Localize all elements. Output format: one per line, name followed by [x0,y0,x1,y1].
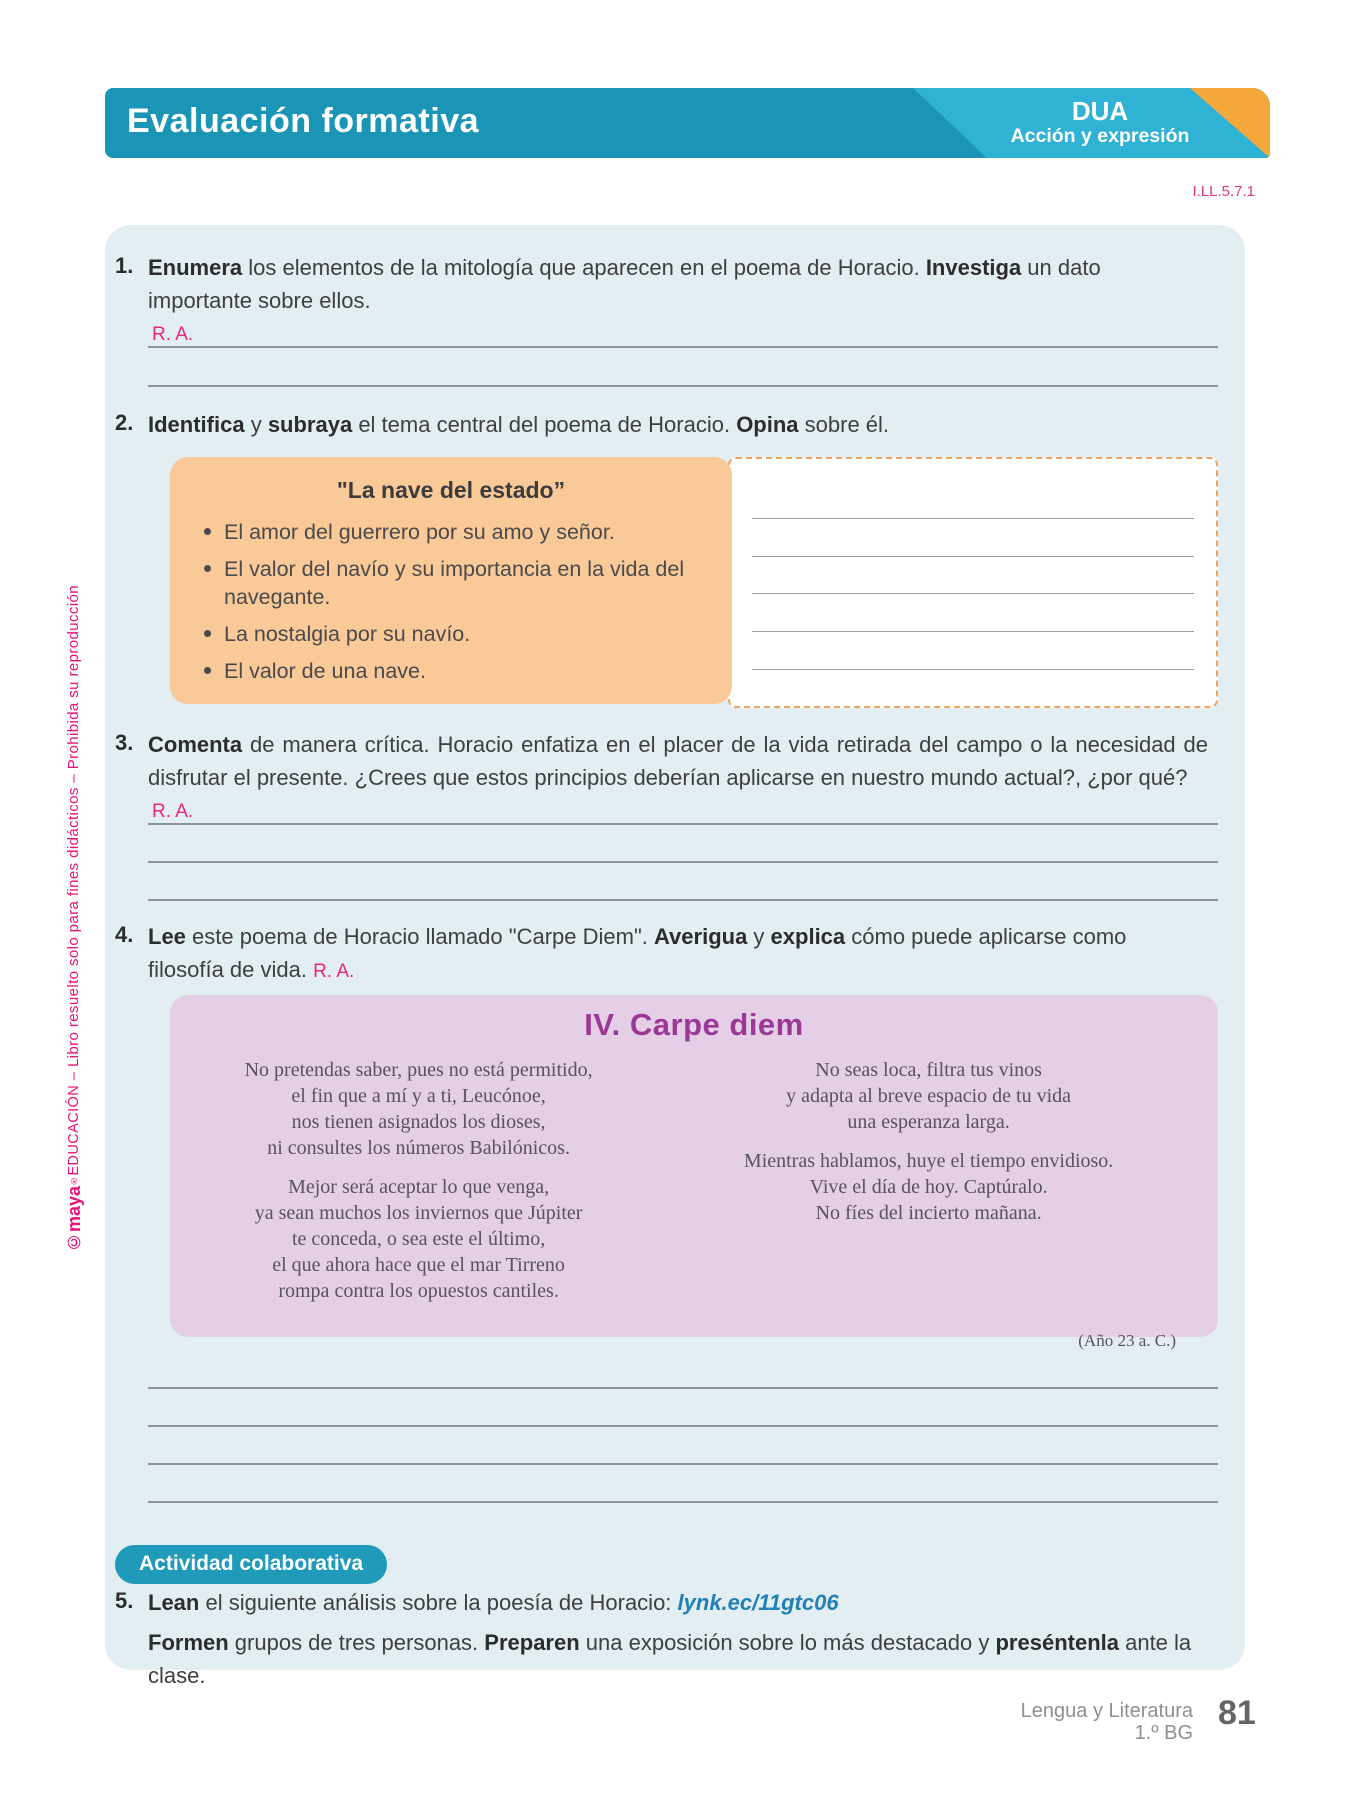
text-segment: – Libro resuelto solo para fines didácticos – Prohibida su reproducción [65,585,82,1085]
poem-line: ni consultes los números Babilónicos. [267,1137,570,1159]
poem-line: te conceda, o sea este el último, [291,1228,546,1250]
poem-attribution: (Año 23 a. C.) [1078,1331,1176,1350]
text-segment: ante la clase. [148,1630,1192,1688]
poem-line: y adapta al breve espacio de tu vida [786,1085,1072,1107]
bullet-dot [204,528,211,535]
collaborative-activity-badge: Actividad colaborativa [115,1545,387,1584]
answer-line [148,346,1218,348]
poem-stanza [184,1174,653,1304]
text-segment: subraya [267,412,353,437]
text-segment: Formen [148,1630,229,1655]
poem-line: el que ahora hace que el mar Tirreno [272,1254,565,1276]
text-segment: una exposición sobre lo más destacado y [579,1630,996,1655]
poem-left-column [184,1057,653,1317]
answer-line [148,385,1218,387]
footer-grade: 1.º BG [1134,1722,1193,1744]
poem-line: nos tienen asignados los dioses, [291,1111,546,1133]
question-5-number: 5. [115,1588,134,1613]
poem-stanza [653,1057,1204,1135]
question-1-text [148,251,1160,317]
question-2-number: 2. [115,410,134,435]
dua-subtitle: Acción y expresión [1010,125,1190,147]
text-segment: Lean [148,1590,200,1615]
dua-block [960,97,1240,148]
question-5-text-line1 [148,1586,1208,1619]
poem-line: Vive el día de hoy. Captúralo. [809,1176,1048,1198]
question-4-text [148,920,1208,988]
bullet-item [202,620,710,648]
text-segment: grupos de tres personas. [228,1630,485,1655]
poem-stanza [653,1148,1204,1226]
text-segment: ©maya [64,1185,84,1252]
answer-line [752,593,1194,594]
page-number: 81 [1218,1694,1256,1732]
footer-subject-grade [1021,1700,1193,1744]
question-3-text [148,728,1208,794]
text-segment: el siguiente análisis sobre la poesía de Horacio: [199,1590,678,1615]
answer-line [148,1387,1218,1389]
text-segment: Identifica [148,412,245,437]
text-segment: y [244,412,268,437]
nave-bullet-list [170,518,732,685]
text-segment: R. A. [313,961,355,982]
text-segment: sobre él. [798,412,890,437]
bullet-item [202,657,710,685]
answer-line [752,631,1194,632]
text-segment: y [747,924,771,949]
poem-line: No pretendas saber, pues no está permitido, [244,1059,593,1081]
bullet-item [202,518,710,546]
text-segment: preséntenla [995,1630,1119,1655]
text-segment: Preparen [484,1630,580,1655]
header-banner [105,88,1270,158]
question-1-answer-label: R. A. [152,324,194,345]
text-segment: Opina [736,412,799,437]
bullet-item [202,555,710,611]
text-segment: EDUCACIÓN [66,1084,82,1176]
poem-columns [170,1057,1218,1317]
poem-line: el fin que a mí y a ti, Leucónoe, [291,1085,546,1107]
text-segment: un dato importante sobre ellos. [148,255,1101,313]
question-4-number: 4. [115,922,134,947]
question-1-number: 1. [115,253,134,278]
text-segment: Investiga [925,255,1022,280]
bullet-text: El valor de una nave. [224,659,426,683]
dua-label: DUA [1071,96,1129,126]
carpe-diem-box [170,995,1218,1350]
poem-stanza [184,1057,653,1161]
poem-line: rompa contra los opuestos cantiles. [278,1280,559,1302]
question-3-answer-label: R. A. [152,801,194,822]
question-3-number: 3. [115,730,134,755]
answer-line [148,823,1218,825]
poem-line: una esperanza larga. [847,1111,1010,1133]
answer-line [148,1463,1218,1465]
answer-line [752,518,1194,519]
bullet-text: La nostalgia por su navío. [224,622,471,646]
answer-line [752,556,1194,557]
poem-line: Mejor será aceptar lo que venga, [288,1176,550,1198]
text-segment: ® [69,1175,79,1186]
text-segment: Averigua [653,924,748,949]
question-2-text [148,408,1208,441]
answer-line [148,899,1218,901]
poem-right-column [653,1057,1204,1317]
poem-line: ya sean muchos los inviernos que Júpiter [254,1202,583,1224]
text-segment: Lee [148,924,186,949]
text-segment: Enumera [148,255,243,280]
text-segment: cómo puede aplicarse como filosofía de vida. [148,924,1127,982]
theme-answer-box [728,457,1218,708]
copyright-vertical-text [64,412,94,1252]
text-segment: los elementos de la mitología que aparecen en el poema de Horacio. [242,255,926,280]
analysis-link[interactable]: lynk.ec/11gtc06 [677,1590,839,1615]
bullet-dot [204,565,211,572]
poem-line: No fíes del incierto mañana. [815,1202,1042,1224]
poem-line: No seas loca, filtra tus vinos [815,1059,1042,1081]
answer-line [148,1501,1218,1503]
bullet-dot [204,667,211,674]
answer-line [148,1425,1218,1427]
poem-line: Mientras hablamos, huye el tiempo envidioso. [743,1150,1114,1172]
answer-line [752,669,1194,670]
bullet-text: El valor del navío y su importancia en la vida del navegante. [224,557,685,609]
question-5-text-line2 [148,1626,1218,1692]
bullet-text: El amor del guerrero por su amo y señor. [224,520,615,544]
text-segment: Comenta [148,732,243,757]
text-segment: de manera crítica. Horacio enfatiza en el placer de la vida retirada del campo o la necesidad de disfrutar el presente. ¿Crees que estos principios deberían aplicarse en nuestro mundo actual?, ¿por qué? [148,732,1208,790]
text-segment: este poema de Horacio llamado "Carpe Diem". [185,924,654,949]
answer-line [148,861,1218,863]
page-title: Evaluación formativa [127,102,480,140]
standard-code: I.LL.5.7.1 [1192,183,1255,200]
footer-subject: Lengua y Literatura [1020,1700,1193,1722]
poem-title: IV. Carpe diem [584,1007,804,1042]
bullet-dot [204,630,211,637]
text-segment: explica [770,924,846,949]
nave-del-estado-box [170,457,732,704]
text-segment: el tema central del poema de Horacio. [352,412,737,437]
nave-box-title: "La nave del estado” [336,477,566,503]
